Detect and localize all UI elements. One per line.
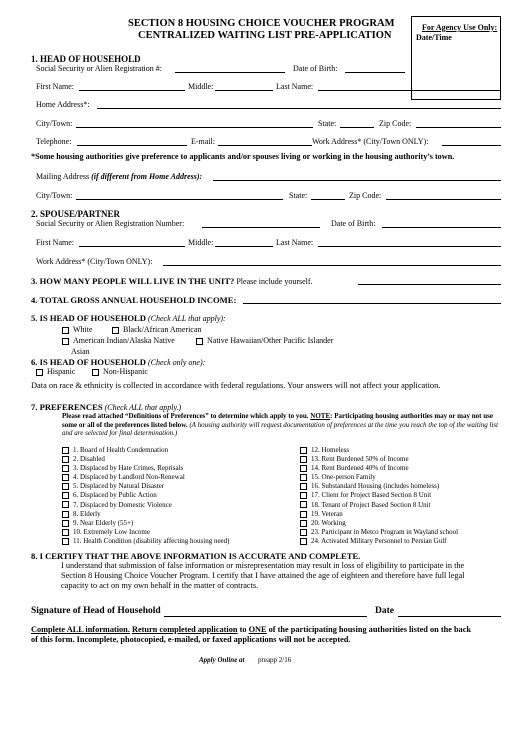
preference-label: 10. Extremely Low Income	[73, 527, 150, 536]
section-5-heading: 5. IS HEAD OF HOUSEHOLD	[31, 313, 146, 323]
checkbox[interactable]	[300, 538, 307, 545]
s2-last-label: Last Name:	[276, 238, 314, 247]
s7-instr-text: Please read attached “Definitions of Preferences” to determine which apply to you.	[62, 412, 309, 420]
apply-online-label: Apply Online at	[199, 656, 245, 664]
section-3-note: Please include yourself.	[236, 277, 313, 286]
section-6-row	[31, 357, 205, 367]
s2-last-field[interactable]	[318, 238, 501, 247]
s6-option-label: Hispanic	[47, 367, 76, 376]
s1-work-field[interactable]	[442, 137, 501, 146]
s2-first-field[interactable]	[79, 238, 185, 247]
section-2-heading: 2. SPOUSE/PARTNER	[31, 209, 121, 219]
preference-label: 24. Activated Military Personnel to Persian Gulf	[311, 536, 447, 545]
preference-item[interactable]	[300, 455, 458, 464]
s2-work-field[interactable]	[163, 257, 501, 266]
preference-item[interactable]	[300, 528, 458, 537]
section-3-row	[31, 276, 313, 286]
preferences-left-column	[62, 446, 230, 546]
preference-item[interactable]	[300, 510, 458, 519]
s5-option-pacific-islander[interactable]	[196, 336, 333, 345]
s1-home-field[interactable]	[97, 100, 501, 109]
checkbox[interactable]	[196, 338, 203, 345]
preference-label: 18. Tenant of Project Based Section 8 Unit	[311, 500, 431, 509]
date-label: Date	[375, 606, 394, 616]
s1-zip-label: Zip Code:	[379, 119, 412, 128]
s5-option-black[interactable]	[112, 325, 201, 334]
preference-item[interactable]	[62, 537, 230, 546]
preference-item[interactable]	[62, 455, 230, 464]
section-6-heading: 6. IS HEAD OF HOUSEHOLD	[31, 357, 146, 367]
s5-option-label: Native Hawaiian/Other Pacific Islander	[207, 336, 334, 345]
preference-item[interactable]	[62, 446, 230, 455]
s1-city-label: City/Town:	[36, 119, 73, 128]
checkbox[interactable]	[62, 529, 69, 536]
s1-state-field[interactable]	[340, 119, 374, 128]
preference-label: 9. Near Elderly (55+)	[73, 518, 134, 527]
s1-ssn-label: Social Security or Alien Registration #:	[36, 64, 162, 73]
checkbox[interactable]	[300, 474, 307, 481]
s1-middle-field[interactable]	[215, 82, 273, 91]
s1-zip2-field[interactable]	[386, 191, 501, 200]
preference-item[interactable]	[300, 501, 458, 510]
checkbox[interactable]	[300, 483, 307, 490]
preference-item[interactable]	[62, 473, 230, 482]
s6-option-non-hispanic[interactable]	[92, 367, 148, 376]
s5-option-american-indian[interactable]	[62, 336, 175, 345]
s2-middle-label: Middle:	[188, 238, 214, 247]
s1-email-label: E-mail:	[191, 137, 215, 146]
s1-dob-label: Date of Birth:	[293, 64, 338, 73]
checkbox[interactable]	[62, 538, 69, 545]
s1-tel-label: Telephone:	[36, 137, 72, 146]
preference-item[interactable]	[300, 464, 458, 473]
section-7-note: (Check ALL that apply.)	[104, 403, 182, 412]
preference-item[interactable]	[300, 446, 458, 455]
checkbox[interactable]	[62, 483, 69, 490]
s7-instr-text2: : Participating housing authorities may or may not use some or all of the preferences listed below.	[62, 412, 493, 429]
s1-first-field[interactable]	[79, 82, 185, 91]
s2-ssn-label: Social Security or Alien Registration Number:	[36, 219, 185, 228]
s1-last-label: Last Name:	[276, 82, 314, 91]
s3-people-field[interactable]	[358, 276, 501, 285]
footer-return: Return completed application	[131, 625, 238, 634]
preference-item[interactable]	[62, 482, 230, 491]
preference-label: 6. Displaced by Public Action	[73, 491, 157, 500]
footer-line-2: of this form. Incomplete, photocopied, e-mailed, or faxed applications will not be accepted.	[31, 635, 351, 644]
s1-home-label: Home Address*:	[36, 100, 90, 109]
s6-option-hispanic[interactable]	[36, 367, 75, 376]
s4-income-field[interactable]	[243, 295, 501, 304]
s1-tel-field[interactable]	[77, 137, 187, 146]
preference-item[interactable]	[62, 501, 230, 510]
s1-dob-field[interactable]	[345, 64, 405, 73]
s5-option-label: Black/African American	[123, 325, 202, 334]
form-title-line2: CENTRALIZED WAITING LIST PRE-APPLICATION	[138, 30, 392, 41]
section-5-note: (Check ALL that apply):	[148, 314, 226, 323]
checkbox[interactable]	[300, 456, 307, 463]
preference-label: 15. One-person Family	[311, 473, 376, 482]
s1-work-label: Work Address* (City/Town ONLY):	[312, 137, 429, 146]
preference-label: 19. Veteran	[311, 509, 343, 518]
preference-label: 8. Elderly	[73, 509, 101, 518]
signature-field[interactable]	[164, 606, 367, 617]
preference-item[interactable]	[300, 491, 458, 500]
checkbox[interactable]	[62, 456, 69, 463]
checkbox[interactable]	[300, 447, 307, 454]
s5-option-label: American Indian/Alaska Native	[73, 336, 175, 345]
s1-city-field[interactable]	[76, 119, 313, 128]
checkbox[interactable]	[62, 501, 69, 508]
checkbox[interactable]	[92, 369, 99, 376]
preference-item[interactable]	[300, 482, 458, 491]
footer-complete: Complete ALL information.	[31, 625, 130, 634]
preference-item[interactable]	[300, 473, 458, 482]
s5-option-asian-label: Asian	[71, 347, 90, 356]
form-title-line1: SECTION 8 HOUSING CHOICE VOUCHER PROGRAM	[128, 18, 395, 29]
s1-preference-note: *Some housing authorities give preference to applicants and/or spouses living or working in the housing authority’s town.	[31, 152, 455, 161]
s8-line-1: I understand that submission of false information or misrepresentation may result in loss of eligibility to participate in the	[61, 561, 465, 570]
preference-label: 3. Displaced by Hate Crimes, Reprisals	[73, 464, 184, 473]
preference-label: 2. Disabled	[73, 455, 105, 464]
s1-state-label: State:	[318, 119, 337, 128]
preference-label: 12. Homeless	[311, 446, 350, 454]
preference-label: 23. Participant in Metco Program in Wayland school	[311, 527, 459, 536]
form-code: preapp 2/16	[258, 656, 292, 664]
s1-state2-label: State:	[289, 191, 308, 200]
checkbox[interactable]	[300, 465, 307, 472]
s2-middle-field[interactable]	[215, 238, 273, 247]
checkbox[interactable]	[300, 520, 307, 527]
preference-label: 7. Displaced by Domestic Violence	[73, 500, 172, 509]
preference-label: 14. Rent Burdened 40% of Income	[311, 464, 409, 473]
s1-city2-field[interactable]	[76, 191, 283, 200]
s7-instr-italic: (A housing authority will request documentation of preferences at the time you reach the top of the waiting list and are selected for final determination.)	[62, 420, 499, 437]
checkbox[interactable]	[300, 492, 307, 499]
preference-item[interactable]	[62, 519, 230, 528]
preference-label: 16. Substandard Housing (includes homeless)	[311, 482, 440, 491]
preference-item[interactable]	[300, 537, 458, 546]
checkbox[interactable]	[36, 369, 43, 376]
s2-first-label: First Name:	[36, 238, 74, 247]
s1-ssn-field[interactable]	[175, 64, 285, 73]
checkbox[interactable]	[62, 338, 69, 345]
s5-option-label: White	[73, 325, 93, 334]
section-7-heading: 7. PREFERENCES	[31, 402, 103, 412]
date-field[interactable]	[398, 606, 501, 617]
checkbox[interactable]	[62, 327, 69, 334]
s1-zip-field[interactable]	[416, 119, 501, 128]
agency-use-label: For Agency Use Only:	[422, 23, 498, 32]
preference-item[interactable]	[62, 491, 230, 500]
preference-label: 4. Displaced by Landlord Non-Renewal	[73, 473, 185, 482]
checkbox[interactable]	[300, 529, 307, 536]
s2-dob-label: Date of Birth:	[331, 219, 376, 228]
s1-zip2-label: Zip Code:	[349, 191, 382, 200]
preference-item[interactable]	[62, 510, 230, 519]
checkbox[interactable]	[62, 511, 69, 518]
s2-dob-field[interactable]	[382, 219, 501, 228]
checkbox[interactable]	[112, 327, 119, 334]
s1-email-field[interactable]	[218, 137, 312, 146]
footer-one: ONE	[248, 625, 267, 634]
section-4-heading: 4. TOTAL GROSS ANNUAL HOUSEHOLD INCOME:	[31, 295, 237, 305]
s8-line-2: Section 8 Housing Choice Voucher Program. I certify that I have attained the age of eighteen and therefore have full legal	[61, 571, 465, 580]
section-8-heading: 8. I CERTIFY THAT THE ABOVE INFORMATION IS ACCURATE AND COMPLETE.	[31, 551, 361, 561]
preference-item[interactable]	[300, 519, 458, 528]
s1-city2-label: City/Town:	[36, 191, 73, 200]
s2-ssn-field[interactable]	[202, 219, 320, 228]
s1-mailing-note: (if different from Home Address):	[91, 172, 203, 181]
signature-label: Signature of Head of Household	[31, 606, 161, 616]
section-7-row	[31, 402, 181, 412]
s7-instr-note-label: NOTE	[310, 412, 331, 420]
checkbox[interactable]	[62, 474, 69, 481]
race-ethnicity-note: Data on race & ethnicity is collected in accordance with federal regulations. Your answers will not affect your application.	[31, 381, 441, 390]
s1-last-field[interactable]	[318, 82, 501, 91]
s8-line-3: capacity to act on my own behalf in the matter of contracts.	[61, 581, 259, 590]
s1-middle-label: Middle:	[188, 82, 214, 91]
s1-state2-field[interactable]	[311, 191, 345, 200]
section-1-heading: 1. HEAD OF HOUSEHOLD	[31, 54, 141, 64]
checkbox[interactable]	[62, 492, 69, 499]
section-5-row	[31, 313, 226, 323]
footer-rest: of the participating housing authorities listed on the back	[266, 625, 472, 634]
preference-item[interactable]	[62, 464, 230, 473]
checkbox[interactable]	[62, 447, 69, 454]
s5-option-white[interactable]	[62, 325, 93, 334]
checkbox[interactable]	[300, 501, 307, 508]
agency-date-time-label: Date/Time	[416, 33, 452, 42]
checkbox[interactable]	[300, 511, 307, 518]
checkbox[interactable]	[62, 465, 69, 472]
preference-label: 11. Health Condition (disability affecting housing need)	[73, 536, 230, 545]
preferences-right-column	[300, 446, 458, 546]
s1-mailing-field[interactable]	[213, 172, 501, 181]
s1-mailing-text: Mailing Address	[36, 172, 90, 181]
section-6-note: (Check only one):	[148, 358, 206, 367]
preference-label: 13. Rent Burdened 50% of Income	[311, 455, 409, 464]
s1-first-label: First Name:	[36, 82, 74, 91]
s7-instructions	[62, 412, 502, 438]
s2-work-label: Work Address* (City/Town ONLY):	[36, 257, 153, 266]
s1-mailing-label	[36, 172, 202, 181]
s6-option-label: Non-Hispanic	[103, 367, 148, 376]
preference-label: 5. Displaced by Natural Disaster	[73, 482, 165, 491]
section-3-heading: 3. HOW MANY PEOPLE WILL LIVE IN THE UNIT?	[31, 276, 235, 286]
footer-line-1	[31, 625, 471, 634]
preference-item[interactable]	[62, 528, 230, 537]
preference-label: 1. Board of Health Condemnation	[73, 446, 169, 454]
footer-to: to	[237, 625, 249, 634]
checkbox[interactable]	[62, 520, 69, 527]
preference-label: 17. Client for Project Based Section 8 Unit	[311, 491, 432, 500]
preference-label: 20. Working	[311, 518, 346, 527]
